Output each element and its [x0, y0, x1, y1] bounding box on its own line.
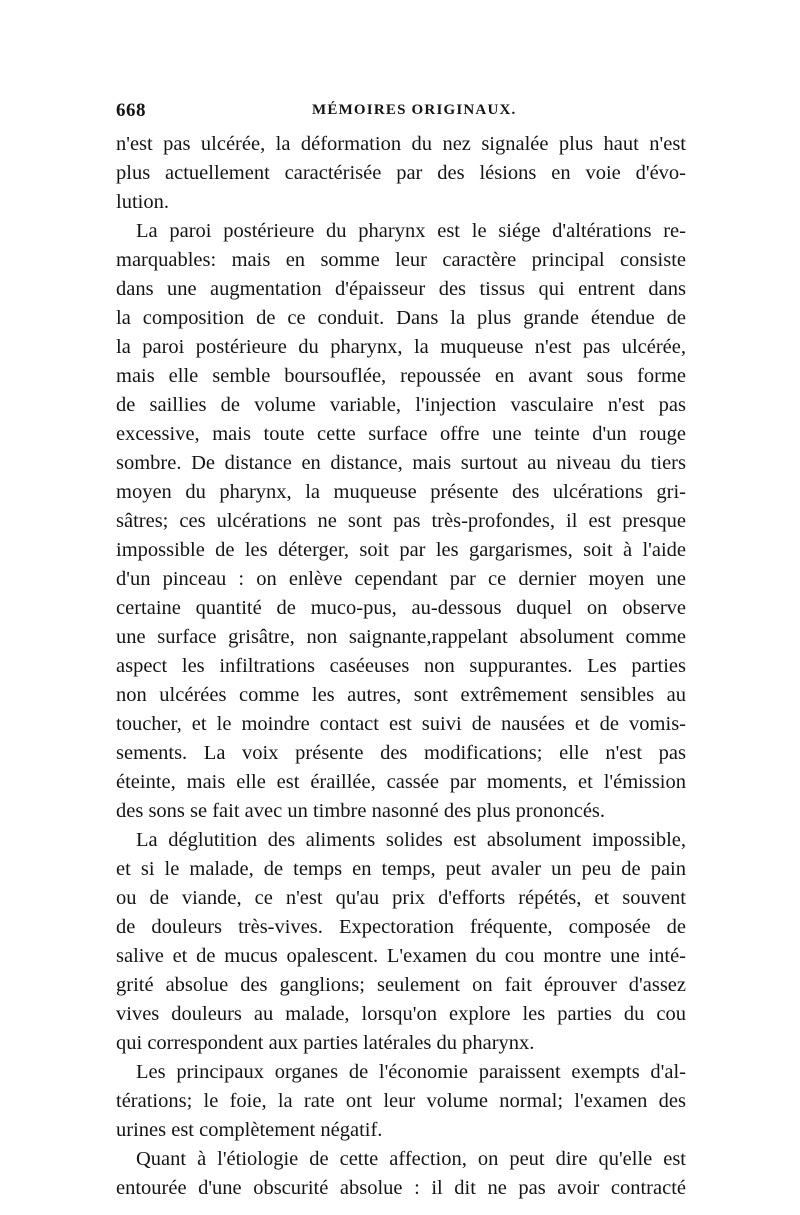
text-line: La déglutition des aliments solides est absolument impossible, [136, 829, 686, 851]
text-line: dans une augmentation d'épaisseur des tissus qui entrent dans [116, 278, 686, 300]
text-line: excessive, mais toute cette surface offre une teinte d'un rouge [116, 423, 686, 445]
text-line: toucher, et le moindre contact est suivi de nausées et de vomis- [116, 713, 686, 735]
text-line: éteinte, mais elle est éraillée, cassée par moments, et l'émission [116, 771, 686, 793]
text-line: Les principaux organes de l'économie paraissent exempts d'al- [136, 1061, 686, 1083]
text-line: moyen du pharynx, la muqueuse présente des ulcérations gri- [116, 481, 686, 503]
text-line: plus actuellement caractérisée par des lésions en voie d'évo- [116, 162, 686, 184]
text-line: lution. [116, 191, 169, 213]
text-line: une surface grisâtre, non saignante,rappelant absolument comme [116, 626, 686, 648]
text-line: impossible de les déterger, soit par les gargarismes, soit à l'aide [116, 539, 686, 561]
text-line: de douleurs très-vives. Expectoration fréquente, composée de [116, 916, 686, 938]
page-number: 668 [116, 100, 146, 121]
text-line: ou de viande, ce n'est qu'au prix d'efforts répétés, et souvent [116, 887, 686, 909]
text-line: de saillies de volume variable, l'injection vasculaire n'est pas [116, 394, 686, 416]
text-line: marquables: mais en somme leur caractère principal consiste [116, 249, 686, 271]
text-line: vives douleurs au malade, lorsqu'on explore les parties du cou [116, 1003, 686, 1025]
text-line: mais elle semble boursouflée, repoussée en avant sous forme [116, 365, 686, 387]
text-line: et si le malade, de temps en temps, peut avaler un peu de pain [116, 858, 686, 880]
text-line: la composition de ce conduit. Dans la plus grande étendue de [116, 307, 686, 329]
text-line: Quant à l'étiologie de cette affection, on peut dire qu'elle est [136, 1148, 686, 1170]
body-text [116, 130, 686, 1203]
text-line: qui correspondent aux parties latérales du pharynx. [116, 1032, 535, 1054]
text-line: entourée d'une obscurité absolue : il dit ne pas avoir contracté [116, 1177, 686, 1199]
text-line: urines est complètement négatif. [116, 1119, 383, 1141]
text-line: d'un pinceau : on enlève cependant par ce dernier moyen une [116, 568, 686, 590]
text-line: sâtres; ces ulcérations ne sont pas très-profondes, il est presque [116, 510, 686, 532]
running-head [116, 100, 686, 124]
text-line: grité absolue des ganglions; seulement on fait éprouver d'assez [116, 974, 686, 996]
text-line: sombre. De distance en distance, mais surtout au niveau du tiers [116, 452, 686, 474]
text-line: certaine quantité de muco-pus, au-dessous duquel on observe [116, 597, 686, 619]
text-line: sements. La voix présente des modifications; elle n'est pas [116, 742, 686, 764]
text-line: n'est pas ulcérée, la déformation du nez signalée plus haut n'est [116, 133, 686, 155]
text-line: salive et de mucus opalescent. L'examen du cou montre une inté- [116, 945, 686, 967]
text-line: La paroi postérieure du pharynx est le siége d'altérations re- [136, 220, 686, 242]
text-line: aspect les infiltrations caséeuses non suppurantes. Les parties [116, 655, 686, 677]
text-line: des sons se fait avec un timbre nasonné des plus prononcés. [116, 800, 606, 822]
running-title: MÉMOIRES ORIGINAUX. [312, 102, 517, 118]
text-line: la paroi postérieure du pharynx, la muqueuse n'est pas ulcérée, [116, 336, 686, 358]
text-line: non ulcérées comme les autres, sont extrêmement sensibles au [116, 684, 686, 706]
text-line: térations; le foie, la rate ont leur volume normal; l'examen des [116, 1090, 686, 1112]
